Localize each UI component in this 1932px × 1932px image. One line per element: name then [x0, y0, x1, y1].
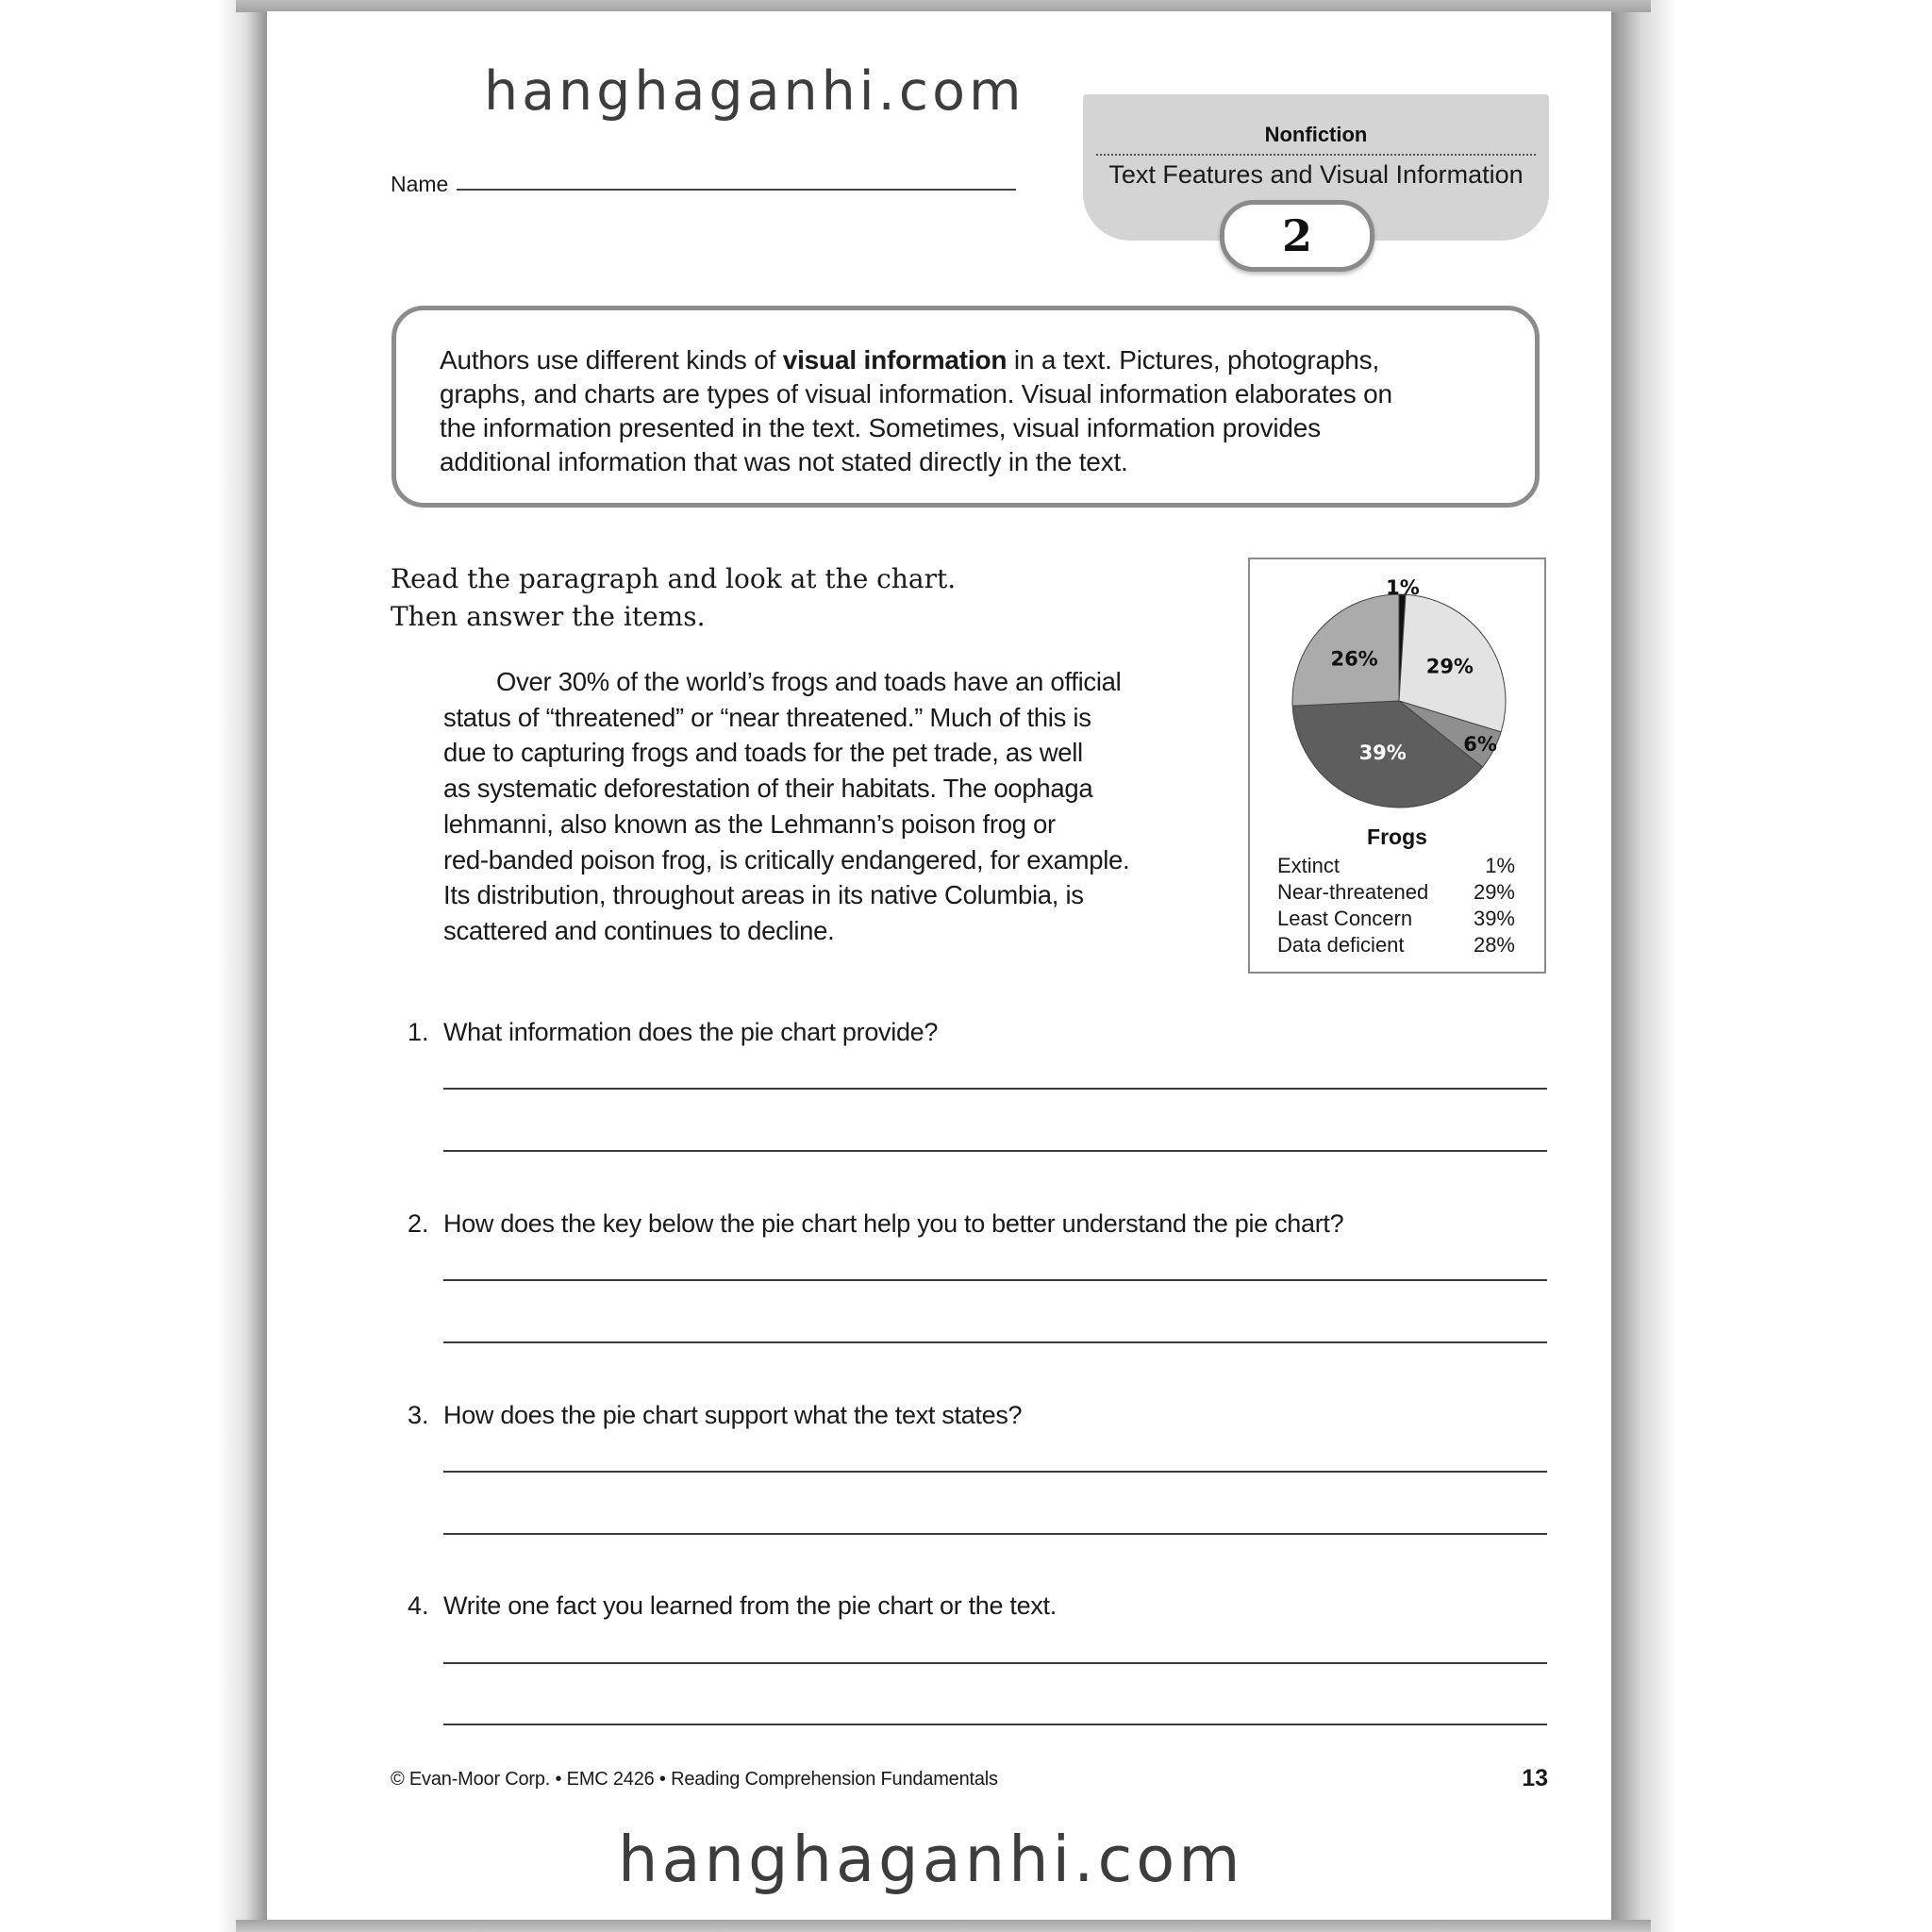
pie-slice-label: 39%	[1358, 741, 1407, 764]
pie-slice-label: 26%	[1330, 647, 1378, 671]
passage-line: lehmanni, also known as the Lehmann’s poison frog or	[443, 808, 1056, 839]
question-text: Write one fact you learned from the pie chart or the text.	[443, 1591, 1057, 1620]
answer-line[interactable]	[443, 1471, 1547, 1473]
question-number: 4.	[408, 1591, 429, 1620]
footer-credit: © Evan-Moor Corp. • EMC 2426 • Reading Comprehension Fundamentals	[391, 1769, 998, 1790]
info-text-line: additional information that was not stated directly in the text.	[440, 447, 1128, 476]
legend-value: 29%	[1473, 880, 1515, 904]
passage-line: as systematic deforestation of their habitats. The oophaga	[443, 774, 1093, 804]
answer-line[interactable]	[443, 1150, 1547, 1152]
pie-slice-label: 1%	[1386, 576, 1420, 599]
page-shadow-left	[219, 0, 268, 1932]
passage-line	[443, 664, 1217, 700]
legend-value: 28%	[1473, 933, 1515, 957]
pie-chart-figure	[1248, 558, 1546, 974]
legend-row-data-deficient	[1277, 932, 1515, 958]
answer-line[interactable]	[443, 1088, 1547, 1090]
legend-label: Data deficient	[1277, 933, 1405, 957]
answer-line[interactable]	[443, 1533, 1547, 1535]
section-skill: Text Features and Visual Information	[1108, 160, 1524, 189]
answer-line[interactable]	[443, 1279, 1547, 1281]
dotted-divider	[1096, 154, 1536, 156]
legend-label: Near-threatened	[1277, 880, 1429, 904]
legend-label: Least Concern	[1277, 907, 1413, 930]
passage-line: due to capturing frogs and toads for the pet trade, as well	[443, 738, 1083, 768]
page-number: 13	[1522, 1765, 1548, 1791]
name-label: Name	[391, 172, 449, 196]
info-text-line: graphs, and charts are types of visual information. Visual information elaborates on	[440, 379, 1392, 408]
pie-slice-label: 29%	[1425, 655, 1474, 678]
pie-slice-label: 6%	[1463, 733, 1497, 757]
legend-row-extinct	[1277, 853, 1515, 879]
watermark-top: hanghaganhi.com	[484, 60, 1025, 123]
instructions-line: Read the paragraph and look at the chart.	[391, 563, 957, 594]
question-number: 1.	[408, 1018, 429, 1046]
question-text: How does the pie chart support what the text states?	[443, 1401, 1023, 1429]
legend-value: 1%	[1485, 854, 1515, 877]
page-shadow-right	[1611, 0, 1677, 1932]
passage-line: status of “threatened” or “near threatened.” Much of this is	[443, 702, 1091, 732]
answer-line[interactable]	[443, 1341, 1547, 1343]
passage-line-text: Over 30% of the world’s frogs and toads have an official	[496, 667, 1122, 696]
passage-line: scattered and continues to decline.	[443, 915, 835, 945]
info-text-post: in a text. Pictures, photographs,	[1007, 345, 1380, 375]
question-text: What information does the pie chart provide?	[443, 1018, 939, 1046]
legend-row-least-concern	[1277, 906, 1515, 932]
question-number: 3.	[408, 1401, 429, 1429]
info-callout-box	[391, 306, 1540, 508]
chart-title: Frogs	[1367, 824, 1427, 849]
worksheet-page	[267, 11, 1611, 1920]
info-text-line: the information presented in the text. Sometimes, visual information provides	[440, 413, 1321, 442]
unit-number-badge: 2	[1220, 200, 1374, 272]
passage-line: Its distribution, throughout areas in its native Columbia, is	[443, 880, 1084, 910]
section-category: Nonfiction	[1264, 123, 1368, 146]
info-text	[440, 343, 1515, 479]
legend-row-near-threatened	[1277, 879, 1515, 906]
info-text-pre: Authors use different kinds of	[440, 345, 783, 375]
question-text: How does the key below the pie chart help you to better understand the pie chart?	[443, 1209, 1344, 1238]
info-text-bold: visual information	[782, 345, 1008, 375]
legend-label: Extinct	[1277, 854, 1341, 877]
answer-line[interactable]	[443, 1662, 1547, 1664]
reading-passage	[443, 664, 1217, 949]
name-field-line[interactable]	[457, 189, 1016, 191]
page-shadow-bottom	[236, 1920, 1651, 1932]
passage-line: red-banded poison frog, is critically endangered, for example.	[443, 844, 1130, 874]
watermark-bottom: hanghaganhi.com	[618, 1823, 1244, 1896]
question-number: 2.	[408, 1209, 429, 1238]
instructions-line: Then answer the items.	[391, 601, 706, 632]
answer-line[interactable]	[443, 1724, 1547, 1725]
legend-value: 39%	[1473, 907, 1515, 930]
instructions	[391, 560, 956, 636]
pie-chart	[1250, 559, 1544, 824]
